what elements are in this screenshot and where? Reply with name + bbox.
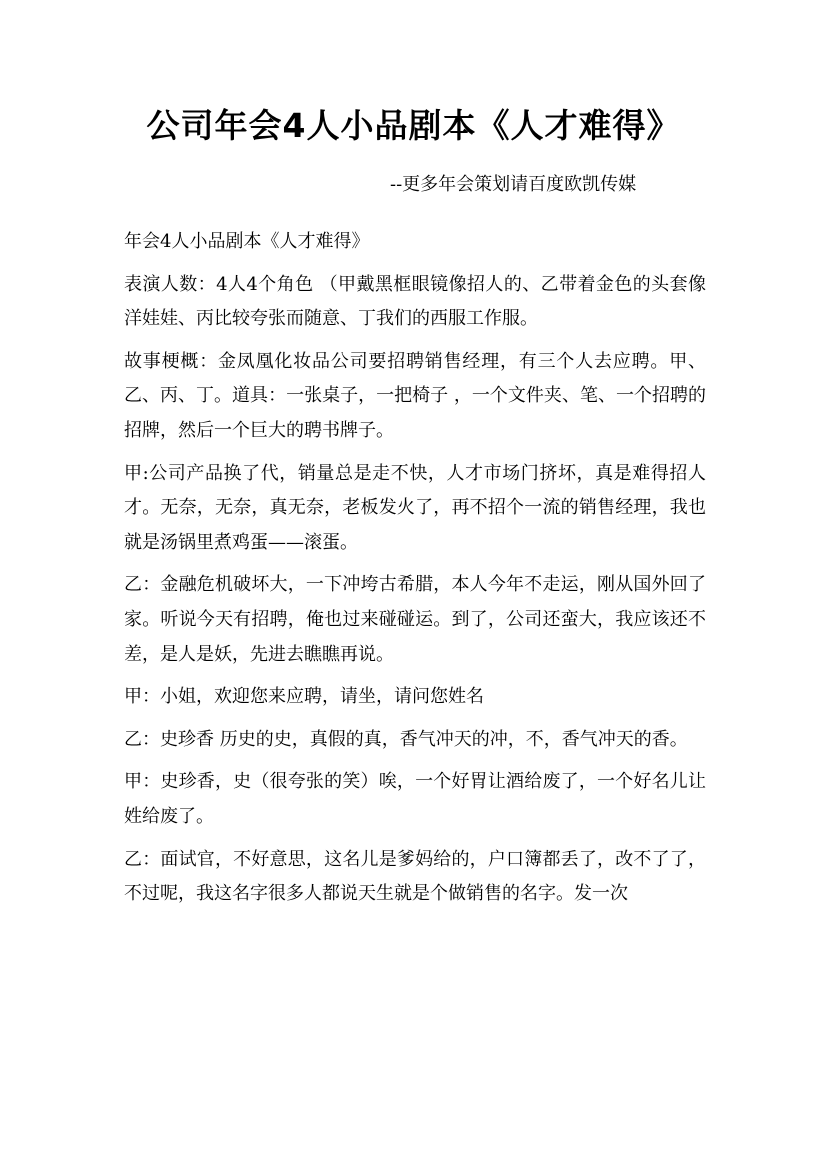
paragraph: 甲:公司产品换了代，销量总是走不快，人才市场门挤坏，真是难得招人才。无奈，无奈，真无奈，老板发火了，再不招个一流的销售经理，我也就是汤锅里煮鸡蛋——滚蛋。 xyxy=(124,462,706,553)
paragraph: 乙：史珍香 历史的史，真假的真，香气冲天的冲，不，香气冲天的香。 xyxy=(124,728,688,750)
paragraph: 年会4人小品剧本《人才难得》 xyxy=(124,231,370,252)
paragraph: 甲：史珍香，史（很夸张的笑）唉，一个好胃让酒给废了，一个好名儿让姓给废了。 xyxy=(124,771,706,827)
paragraph: 乙：面试官，不好意思，这名儿是爹妈给的，户口簿都丢了，改不了了，不过呢，我这名字很多人都说天生就是个做销售的名字。发一次 xyxy=(124,848,706,905)
document-body xyxy=(124,225,706,920)
paragraph: 乙：金融危机破坏大，一下冲垮古希腊，本人今年不走运，刚从国外回了家。听说今天有招聘，俺也过来碰碰运。到了，公司还蛮大，我应该还不差，是人是妖，先进去瞧瞧再说。 xyxy=(124,574,706,665)
paragraph: 甲：小姐，欢迎您来应聘，请坐，请问您姓名 xyxy=(124,686,484,708)
document-title: 公司年会4人小品剧本《人才难得》 xyxy=(146,106,681,145)
paragraph: 表演人数：4人4个角色 （甲戴黑框眼镜像招人的、乙带着金色的头套像洋娃娃、丙比较夸张而随意、丁我们的西服工作服。 xyxy=(124,273,706,330)
document-subtitle: --更多年会策划请百度欧凯传媒 xyxy=(390,174,637,195)
paragraph: 故事梗概：金凤凰化妆品公司要招聘销售经理，有三个人去应聘。甲、乙、丙、丁。道具：一张桌子，一把椅子 ，一个文件夹、笔、一个招聘的招牌，然后一个巨大的聘书牌子。 xyxy=(124,350,706,441)
